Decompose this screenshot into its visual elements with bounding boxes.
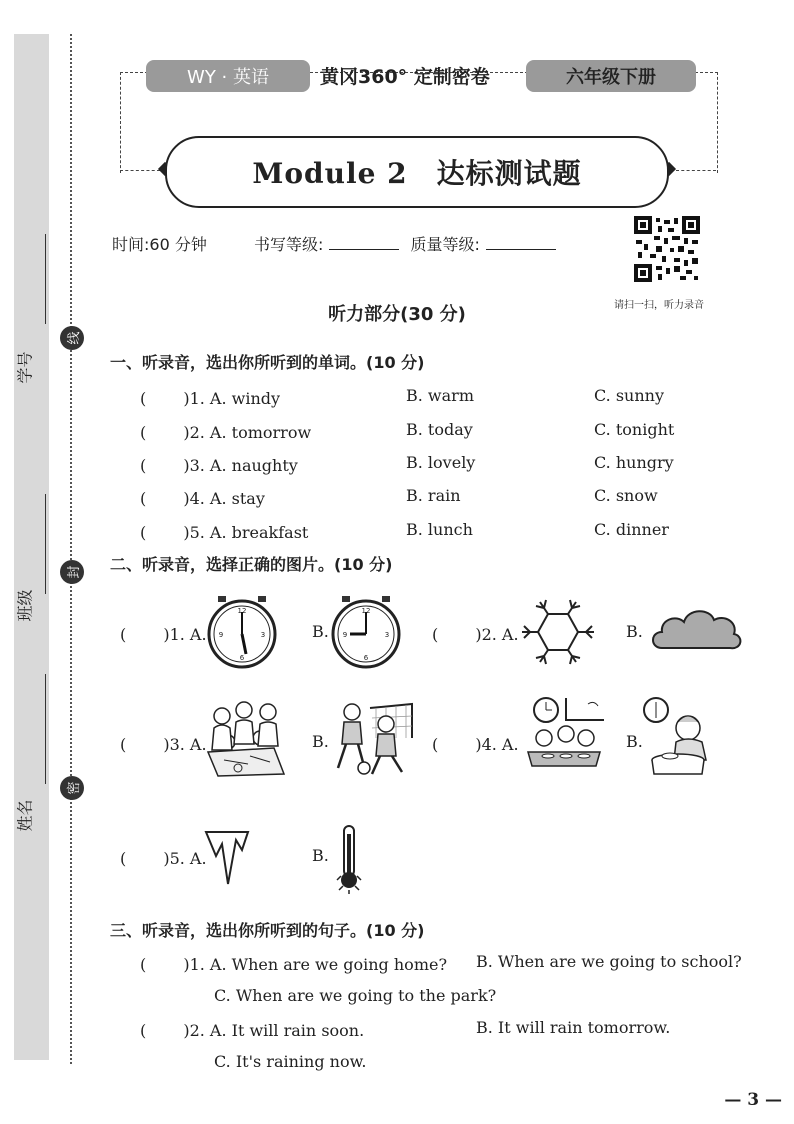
svg-text:6: 6	[239, 654, 245, 662]
binding-dotted-line	[70, 34, 72, 1064]
s1-q4	[140, 486, 720, 508]
s2-q3-b[interactable]: B.	[312, 732, 329, 751]
s2-q5-label[interactable]: ( )5. A.	[120, 849, 207, 868]
s2-q1-b[interactable]: B.	[312, 622, 329, 641]
s1-q3-b: B. lovely	[406, 453, 476, 472]
s1-q5-b: B. lunch	[406, 520, 473, 539]
svg-text:12: 12	[237, 607, 247, 615]
qr-code-icon[interactable]	[634, 216, 700, 282]
header-tick-left	[120, 170, 160, 171]
s1-q5-a[interactable]: ( )5. A. breakfast	[140, 523, 309, 542]
icicle-icon	[204, 830, 250, 886]
info-row	[112, 232, 562, 255]
s1-q2-b: B. today	[406, 420, 473, 439]
svg-text:3: 3	[260, 631, 266, 639]
s2-q1-label[interactable]: ( )1. A.	[120, 625, 207, 644]
s1-q4-a[interactable]: ( )4. A. stay	[140, 489, 265, 508]
s1-q1-a[interactable]: ( )1. A. windy	[140, 389, 281, 408]
s3-q2-c: C. It's raining now.	[214, 1052, 367, 1071]
football-kids-icon	[330, 698, 416, 778]
section2-title: 二、听录音，选择正确的图片。(10 分)	[110, 555, 393, 574]
s1-q2-c: C. tonight	[594, 420, 675, 439]
s1-q2	[140, 420, 720, 442]
s3-q2-a[interactable]: ( )2. A. It will rain soon.	[140, 1021, 365, 1040]
svg-text:3: 3	[384, 631, 390, 639]
quality-blank[interactable]	[486, 235, 556, 250]
seal-close-mark: 密	[60, 776, 84, 800]
clock-six-icon	[206, 594, 278, 672]
children-drawing-icon	[204, 698, 290, 778]
part-title: 听力部分(30 分)	[328, 304, 466, 325]
cloud-icon	[648, 604, 744, 654]
binding-strip	[14, 34, 49, 1060]
page-title: Module 2 达标测试题	[252, 157, 582, 190]
svg-text:6: 6	[363, 654, 369, 662]
name-label: 姓名	[15, 799, 35, 832]
s2-q5-b[interactable]: B.	[312, 846, 329, 865]
s1-q5-c: C. dinner	[594, 520, 669, 539]
class-line	[45, 494, 46, 594]
writing-blank[interactable]	[329, 235, 399, 250]
seal-seal-mark: 封	[60, 560, 84, 584]
student-no-label: 学号	[15, 351, 35, 384]
seal-line-mark: 线	[60, 326, 84, 350]
page-number: — 3 —	[724, 1090, 782, 1110]
s1-q2-a[interactable]: ( )2. A. tomorrow	[140, 423, 312, 442]
quality-label: 质量等级:	[410, 235, 480, 254]
s1-q4-b: B. rain	[406, 486, 461, 505]
s1-q3-a[interactable]: ( )3. A. naughty	[140, 456, 298, 475]
class-label: 班级	[15, 589, 35, 622]
s1-q3	[140, 453, 720, 475]
title-banner	[165, 136, 669, 208]
s1-q5	[140, 520, 720, 542]
s3-q1-b: B. When are we going to school?	[476, 952, 742, 971]
s1-q1-c: C. sunny	[594, 386, 665, 405]
s1-q3-c: C. hungry	[594, 453, 674, 472]
snowflake-icon	[518, 596, 598, 668]
svg-text:9: 9	[342, 631, 348, 639]
time-label: 时间:60 分钟	[112, 235, 207, 254]
section1-title: 一、听录音，选出你所听到的单词。(10 分)	[110, 353, 425, 372]
s1-q1-b: B. warm	[406, 386, 474, 405]
child-eating-icon	[640, 694, 716, 778]
s2-q2-label[interactable]: ( )2. A.	[432, 625, 519, 644]
publisher-text: 黄冈360° 定制密卷	[320, 66, 490, 88]
s1-q4-c: C. snow	[594, 486, 658, 505]
s3-q1-a[interactable]: ( )1. A. When are we going home?	[140, 955, 448, 974]
family-dinner-icon	[522, 694, 606, 778]
qr-caption: 请扫一扫，听力录音	[614, 300, 704, 311]
clock-nine-icon	[330, 594, 402, 672]
s2-q4-label[interactable]: ( )4. A.	[432, 735, 519, 754]
s2-q3-label[interactable]: ( )3. A.	[120, 735, 207, 754]
thermometer-hot-icon	[334, 824, 364, 894]
s3-q2-b: B. It will rain tomorrow.	[476, 1018, 671, 1037]
section3-title: 三、听录音，选出你所听到的句子。(10 分)	[110, 921, 425, 940]
s2-q2-b[interactable]: B.	[626, 622, 643, 641]
s2-q4-b[interactable]: B.	[626, 732, 643, 751]
s1-q1	[140, 386, 720, 408]
svg-text:9: 9	[218, 631, 224, 639]
subject-pill: WY · 英语	[146, 60, 310, 92]
grade-pill: 六年级下册	[526, 60, 696, 92]
header-tick-right	[676, 170, 716, 171]
writing-label: 书写等级:	[253, 235, 324, 254]
svg-text:12: 12	[361, 607, 371, 615]
name-line	[45, 674, 46, 784]
s3-q1-c: C. When are we going to the park?	[214, 986, 497, 1005]
